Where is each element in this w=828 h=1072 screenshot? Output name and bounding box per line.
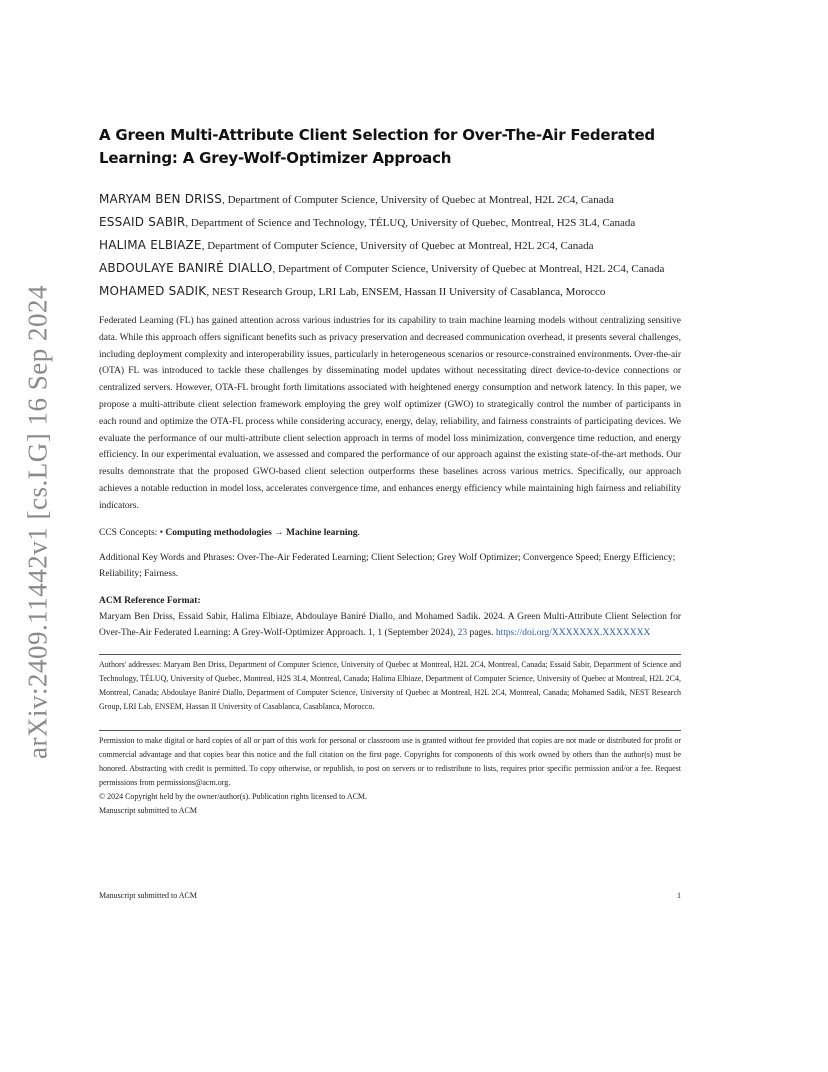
author-entry	[99, 257, 681, 280]
paper-first-page	[99, 124, 681, 818]
page-number: 1	[677, 891, 681, 900]
author-entry	[99, 280, 681, 303]
author-affiliation: , Department of Science and Technology, TÉLUQ, University of Quebec, Montreal, H2S 3L4, Canada	[185, 217, 636, 229]
footnote-divider	[99, 654, 681, 655]
author-entry	[99, 188, 681, 211]
paper-title: A Green Multi-Attribute Client Selection for Over-The-Air Federated Learning: A Grey-Wolf-Optimizer Approach	[99, 126, 655, 167]
author-entry	[99, 211, 681, 234]
permission-notice: Permission to make digital or hard copies of all or part of this work for personal or classroom use is granted without fee provided that copies are not made or distributed for profit or commercial advantage and that copies bear this notice and the full citation on the first page. Copyrights for components of this work owned by others than the author(s) must be honored. Abstracting with credit is permitted. To copy otherwise, or republish, to post on servers or to redistribute to lists, requires prior specific permission and/or a fee. Request permissions from permissions@acm.org.	[99, 735, 681, 787]
abstract: Federated Learning (FL) has gained attention across various industries for its capability to train machine learning models without centralizing sensitive data. While this approach offers significant benefits such as privacy preservation and decreased communication overhead, it presents several challenges, including deployment complexity and interoperability issues, particularly in heterogeneous scenarios or resource-constrained environments. Over-the-air (OTA) FL was introduced to tackle these challenges by disseminating model updates without necessitating direct device-to-device connections or centralized servers. However, OTA-FL brought forth limitations associated with heightened energy consumption and network latency. In this paper, we propose a multi-attribute client selection framework employing the grey wolf optimizer (GWO) to strategically control the number of participants in each round and optimize the OTA-FL process while considering accuracy, energy, delay, reliability, and fairness constraints of participating devices. We evaluate the performance of our multi-attribute client selection approach in terms of model loss minimization, convergence time reduction, and energy efficiency. In our experimental evaluation, we assessed and compared the performance of our approach against the existing state-of-the-art methods. Our results demonstrate that the proposed GWO-based client selection outperforms these baselines across various metrics. Specifically, our approach achieves a notable reduction in model loss, accelerates convergence time, and enhances energy efficiency while maintaining high fairness and reliability indicators.	[99, 316, 681, 511]
manuscript-note: Manuscript submitted to ACM	[99, 805, 197, 815]
arxiv-identifier-text: arXiv:2409.11442v1 [cs.LG] 16 Sep 2024	[22, 285, 53, 759]
page-footer	[99, 891, 681, 900]
ccs-suffix: .	[357, 527, 360, 538]
author-affiliation: , Department of Computer Science, University of Quebec at Montreal, H2L 2C4, Canada	[201, 240, 594, 252]
author-name: ESSAID SABIR	[99, 215, 186, 229]
footer-left-text: Manuscript submitted to ACM	[99, 891, 197, 900]
author-list	[99, 188, 681, 303]
author-entry	[99, 234, 681, 257]
author-affiliation: , NEST Research Group, LRI Lab, ENSEM, Hassan II University of Casablanca, Morocco	[206, 286, 606, 298]
author-name: HALIMA ELBIAZE	[99, 238, 202, 252]
author-name: MOHAMED SADIK	[99, 284, 207, 298]
ccs-concept: Computing methodologies → Machine learning	[165, 527, 358, 538]
author-affiliation: , Department of Computer Science, University of Quebec at Montreal, H2L 2C4, Canada	[222, 194, 614, 206]
author-name: ABDOULAYE BANIRÉ DIALLO	[99, 261, 273, 275]
keywords: Additional Key Words and Phrases: Over-The-Air Federated Learning; Client Selection; Grey Wolf Optimizer; Convergence Speed; Energy Efficiency; Reliability; Fairness.	[99, 552, 676, 580]
pages-link[interactable]: 23	[457, 628, 468, 639]
author-affiliation: , Department of Computer Science, University of Quebec at Montreal, H2L 2C4, Canada	[272, 263, 665, 275]
copyright-notice: © 2024 Copyright held by the owner/author(s). Publication rights licensed to ACM.	[99, 791, 368, 801]
permission-divider	[99, 730, 681, 731]
ccs-concepts	[99, 525, 681, 541]
pages-word: pages.	[467, 628, 496, 639]
acm-reference-heading: ACM Reference Format:	[99, 595, 201, 606]
ccs-prefix: CCS Concepts: •	[99, 527, 166, 538]
doi-link[interactable]: https://doi.org/XXXXXXX.XXXXXXX	[495, 628, 651, 639]
authors-addresses: Authors' addresses: Maryam Ben Driss, Department of Computer Science, University of Quebec at Montreal, H2L 2C4, Montreal, Canada; Essaid Sabir, Department of Science and Technology, TÉLUQ, University of Quebec, Montreal, H2S 3L4, Montreal, Canada; Halima Elbiaze, Department of Computer Science, University of Quebec at Montreal, H2L 2C4, Montreal, Canada; Abdoulaye Baniré Diallo, Department of Computer Science, University of Quebec at Montreal, H2L 2C4, Montreal, Canada; Mohamed Sadik, NEST Research Group, LRI Lab, ENSEM, Hassan II University of Casablanca, Casablanca, Morocco.	[99, 659, 681, 711]
acm-reference-text	[99, 609, 681, 642]
acm-reference-citation: Maryam Ben Driss, Essaid Sabir, Halima Elbiaze, Abdoulaye Baniré Diallo, and Mohamed Sadik. 2024. A Green Multi-Attribute Client Selection for Over-The-Air Federated Learning: A Grey-Wolf-Optimizer Approach. 1, 1 (September 2024),	[99, 611, 681, 639]
author-name: MARYAM BEN DRISS	[99, 192, 223, 206]
